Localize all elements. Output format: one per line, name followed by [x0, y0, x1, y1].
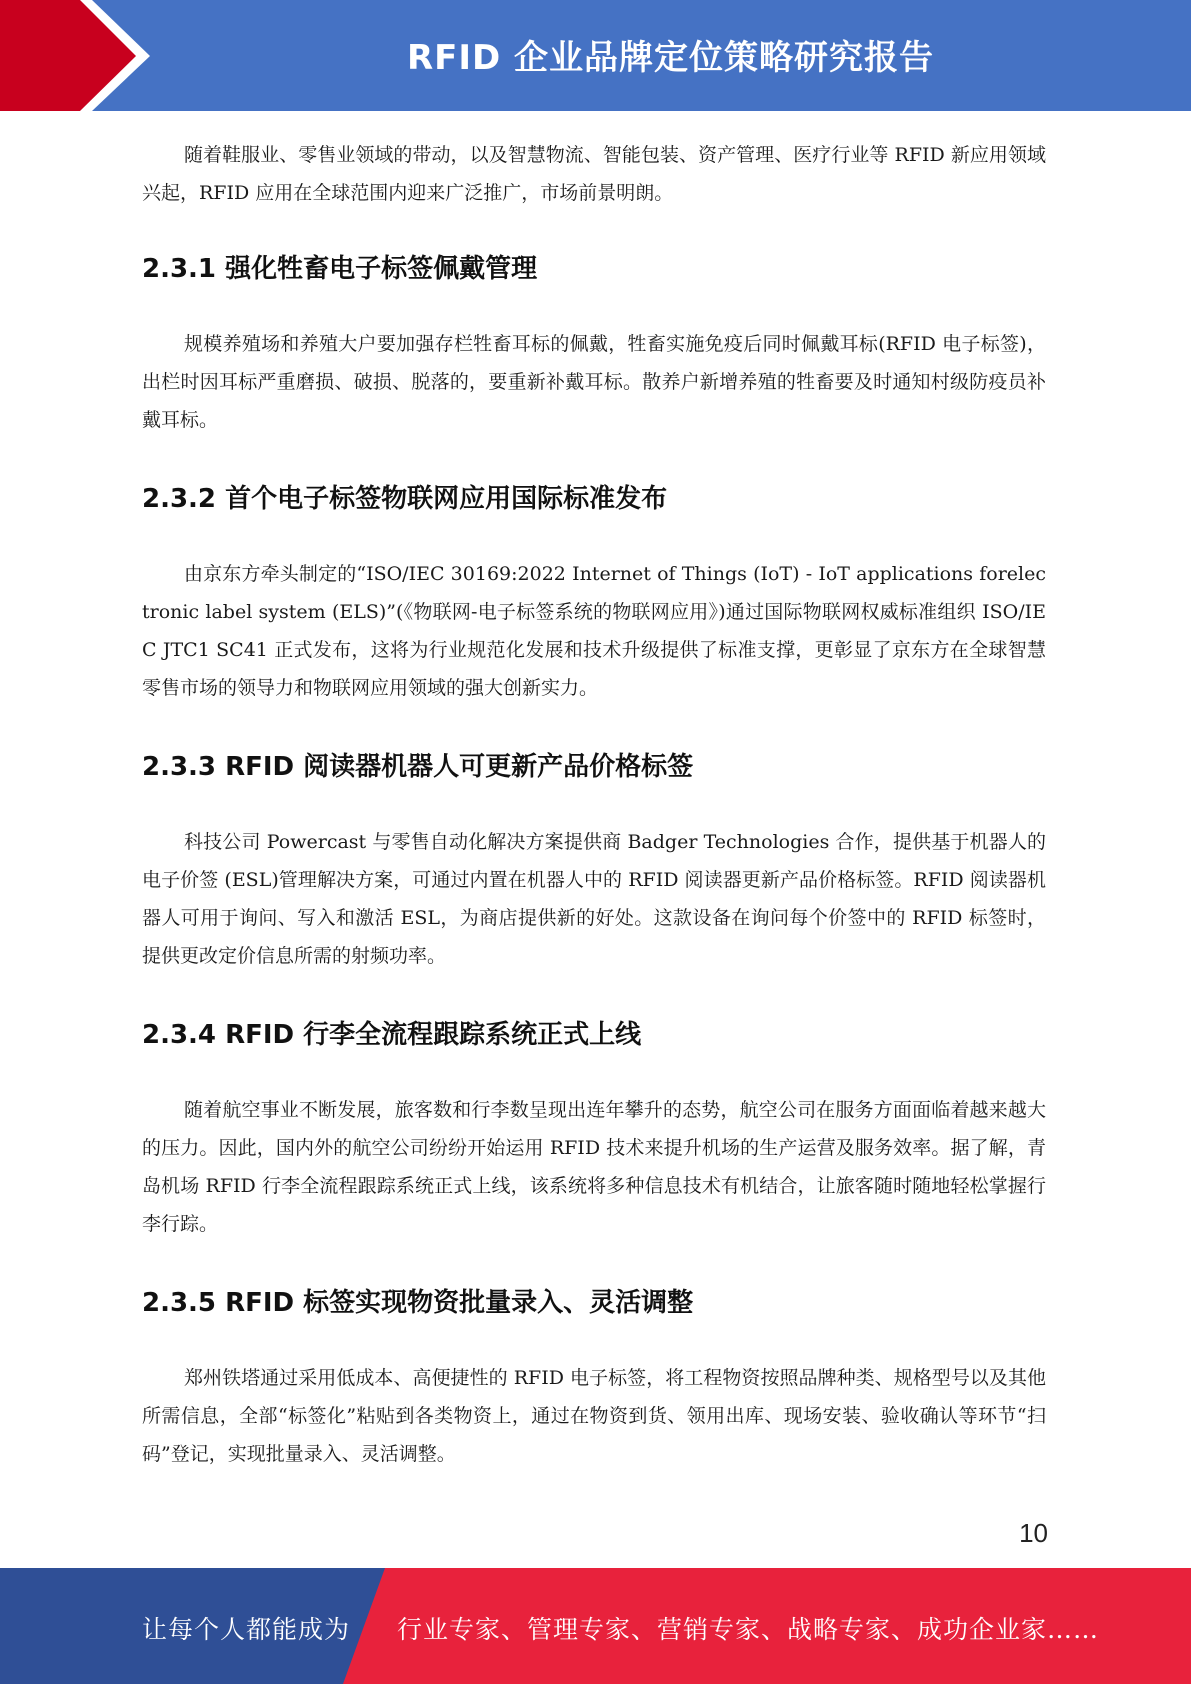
footer-slogan-right: 行业专家、管理专家、营销专家、战略专家、成功企业家…… — [397, 1615, 1100, 1644]
section-body-2-3-1: 规模养殖场和养殖大户要加强存栏牲畜耳标的佩戴，牲畜实施免疫后同时佩戴耳标(RFID 电子标签)，出栏时因耳标严重磨损、破损、脱落的，要重新补戴耳标。散养户新增养殖的牲畜要及时通知村级防疫员补戴耳标。 — [142, 333, 1046, 431]
section-heading-2-3-5: 2.3.5 RFID 标签实现物资批量录入、灵活调整 — [142, 1288, 694, 1318]
page-title: RFID 企业品牌定位策略研究报告 — [406, 38, 935, 78]
page-header — [0, 0, 1191, 111]
section-body-2-3-4: 随着航空事业不断发展，旅客数和行李数呈现出连年攀升的态势，航空公司在服务方面面临着越来越大的压力。因此，国内外的航空公司纷纷开始运用 RFID 技术来提升机场的生产运营及服务效率。据了解，青岛机场 RFID 行李全流程跟踪系统正式上线，该系统将多种信息技术有机结合，让旅客随时随地轻松掌握行李行踪。 — [142, 1099, 1046, 1235]
chevron-fill — [0, 0, 136, 111]
section-heading-2-3-4: 2.3.4 RFID 行李全流程跟踪系统正式上线 — [142, 1020, 642, 1050]
section-body-2-3-3: 科技公司 Powercast 与零售自动化解决方案提供商 Badger Technologies 合作，提供基于机器人的电子价签 (ESL)管理解决方案，可通过内置在机器人中的 RFID 阅读器更新产品价格标签。RFID 阅读器机器人可用于询问、写入和激活 ESL，为商店提供新的好处。这款设备在询问每个价签中的 RFID 标签时，提供更改定价信息所需的射频功率。 — [142, 831, 1046, 967]
page-footer — [0, 1568, 1191, 1684]
intro-paragraph: 随着鞋服业、零售业领域的带动，以及智慧物流、智能包装、资产管理、医疗行业等 RFID 新应用领域兴起，RFID 应用在全球范围内迎来广泛推广，市场前景明朗。 — [142, 144, 1046, 204]
chevron-arrow-icon — [0, 0, 150, 111]
section-heading-2-3-1: 2.3.1 强化牲畜电子标签佩戴管理 — [142, 254, 538, 284]
section-heading-2-3-2: 2.3.2 首个电子标签物联网应用国际标准发布 — [142, 484, 668, 514]
page-number: 10 — [1019, 1518, 1048, 1548]
section-body-2-3-2: 由京东方牵头制定的“ISO/IEC 30169:2022 Internet of Things (IoT) - IoT applications forelectronic label system (ELS)”(《物联网-电子标签系统的物联网应用》)通过国际物联网权威标准组织 ISO/IEC JTC1 SC41 正式发布，这将为行业规范化发展和技术升级提供了标准支撑，更彰显了京东方在全球智慧零售市场的领导力和物联网应用领域的强大创新实力。 — [142, 563, 1046, 699]
section-body-2-3-5: 郑州铁塔通过采用低成本、高便捷性的 RFID 电子标签，将工程物资按照品牌种类、规格型号以及其他所需信息，全部“标签化”粘贴到各类物资上，通过在物资到货、领用出库、现场安装、验收确认等环节“扫码”登记，实现批量录入、灵活调整。 — [142, 1367, 1046, 1465]
footer-slogan-left: 让每个人都能成为 — [142, 1615, 351, 1644]
section-heading-2-3-3: 2.3.3 RFID 阅读器机器人可更新产品价格标签 — [142, 752, 694, 782]
